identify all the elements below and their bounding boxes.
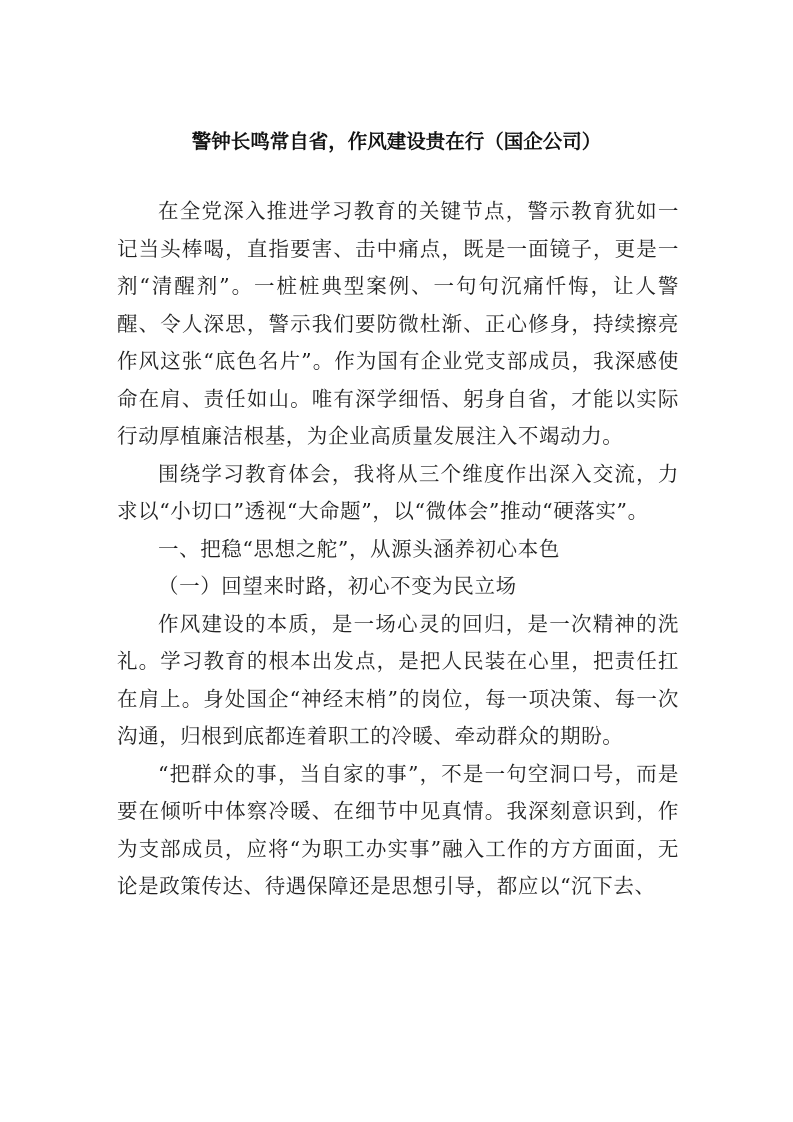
paragraph-overview: 围绕学习教育体会，我将从三个维度作出深入交流，力求以“小切口”透视“大命题”，以“微体会”推动“硬落实”。: [117, 461, 679, 523]
document-title: 警钟长鸣常自省，作风建设贵在行（国企公司）: [191, 130, 602, 153]
paragraph-practice: “把群众的事，当自家的事”，不是一句空洞口号，而是要在倾听中体察冷暖、在细节中见真情。我深刻意识到，作为支部成员，应将“为职工办实事”融入工作的方方面面，无论是政策传达、待遇保障还是思想引导，都应以“沉下去、: [117, 761, 679, 898]
section-heading-1: 一、把稳“思想之舵”，从源头涵养初心本色: [158, 536, 560, 561]
paragraph-essence: 作风建设的本质，是一场心灵的回归，是一次精神的洗礼。学习教育的根本出发点，是把人民装在心里，把责任扛在肩上。身处国企“神经末梢”的岗位，每一项决策、每一次沟通，归根到底都连着职工的冷暖、牵动群众的期盼。: [117, 611, 679, 748]
paragraph-intro: 在全党深入推进学习教育的关键节点，警示教育犹如一记当头棒喝，直指要害、击中痛点，既是一面镜子，更是一剂“清醒剂”。一桩桩典型案例、一句句沉痛忏悔，让人警醒、令人深思，警示我们要防微杜渐、正心修身，持续擦亮作风这张“底色名片”。作为国有企业党支部成员，我深感使命在肩、责任如山。唯有深学细悟、躬身自省，才能以实际行动厚植廉洁根基，为企业高质量发展注入不竭动力。: [117, 199, 679, 448]
document-body: [117, 193, 679, 906]
subsection-heading-1-1: （一）回望来时路，初心不变为民立场: [158, 574, 517, 598]
